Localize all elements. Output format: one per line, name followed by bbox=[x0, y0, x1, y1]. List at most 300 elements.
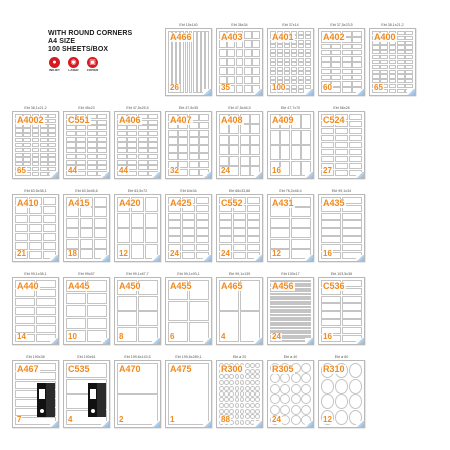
label-cell bbox=[97, 154, 107, 159]
label-cell bbox=[397, 45, 405, 49]
label-cell bbox=[291, 228, 311, 238]
label-code: A475 bbox=[170, 364, 192, 374]
label-cell bbox=[97, 142, 107, 147]
label-sheet bbox=[216, 277, 263, 345]
label-cell bbox=[250, 145, 260, 155]
label-cell bbox=[244, 58, 252, 66]
label-cell bbox=[389, 84, 397, 88]
label-cell bbox=[87, 165, 97, 170]
round-label bbox=[301, 384, 311, 394]
label-cell bbox=[335, 135, 348, 141]
label-cell bbox=[240, 145, 250, 155]
label-cell bbox=[252, 31, 260, 39]
round-label bbox=[255, 397, 260, 402]
label-cell bbox=[321, 128, 334, 134]
label-cell bbox=[252, 49, 260, 57]
peel-corner-icon bbox=[152, 172, 160, 178]
label-cell bbox=[66, 160, 76, 165]
label-cell bbox=[219, 58, 227, 66]
label-cell bbox=[178, 153, 188, 160]
label-cell bbox=[80, 228, 93, 238]
round-label bbox=[235, 403, 240, 408]
label-cell bbox=[270, 58, 276, 62]
label-sheet bbox=[114, 277, 161, 345]
label-cell bbox=[168, 213, 181, 220]
label-cell bbox=[97, 137, 107, 142]
label-cell bbox=[298, 40, 304, 44]
round-label bbox=[235, 420, 240, 425]
label-size-caption: Ebt 99,1x34 bbox=[331, 189, 352, 193]
label-size-caption: Ebt 99,1x93,1 bbox=[177, 272, 200, 276]
round-label bbox=[301, 373, 311, 383]
label-sheet bbox=[369, 28, 416, 96]
label-cell bbox=[321, 69, 331, 75]
label-cell bbox=[36, 325, 56, 333]
round-label bbox=[245, 363, 250, 368]
label-cell bbox=[127, 125, 137, 130]
round-label bbox=[235, 391, 240, 396]
label-cell bbox=[270, 49, 276, 53]
label-cell bbox=[227, 49, 235, 57]
label-code: A455 bbox=[170, 281, 192, 291]
label-cell bbox=[305, 44, 311, 48]
label-cell bbox=[389, 55, 397, 59]
label-cell bbox=[97, 160, 107, 165]
label-size-caption: Ebt 15x140 bbox=[179, 23, 198, 27]
label-card bbox=[165, 271, 212, 345]
label-cell bbox=[405, 41, 413, 45]
label-code: A400 bbox=[374, 32, 396, 42]
label-cell bbox=[87, 154, 97, 159]
label-cell bbox=[342, 87, 352, 93]
label-cell bbox=[23, 138, 31, 142]
label-cell bbox=[131, 213, 144, 228]
label-cell bbox=[389, 45, 397, 49]
round-label bbox=[250, 409, 255, 414]
label-cell bbox=[305, 85, 311, 89]
label-cell bbox=[87, 171, 97, 176]
round-label bbox=[224, 386, 229, 391]
label-cell bbox=[305, 76, 311, 80]
round-label bbox=[224, 397, 229, 402]
label-cell bbox=[321, 303, 341, 310]
peel-corner-icon bbox=[305, 89, 313, 95]
round-label bbox=[255, 374, 260, 379]
label-cell bbox=[87, 318, 107, 330]
label-cell bbox=[244, 49, 252, 57]
label-cell bbox=[284, 49, 290, 53]
label-cell bbox=[298, 49, 304, 53]
label-cell bbox=[321, 296, 341, 303]
label-cell bbox=[389, 50, 397, 54]
label-sheet bbox=[216, 360, 263, 428]
label-cell bbox=[148, 125, 158, 130]
label-cell bbox=[43, 206, 56, 214]
round-label bbox=[291, 384, 301, 394]
label-cell bbox=[321, 135, 334, 141]
label-card bbox=[165, 188, 212, 262]
label-cell bbox=[182, 213, 195, 220]
label-sheet bbox=[63, 111, 110, 179]
label-card bbox=[165, 22, 212, 96]
label-cell bbox=[233, 220, 246, 227]
round-label bbox=[240, 420, 245, 425]
label-cell bbox=[196, 205, 209, 212]
header-line: WITH ROUND CORNERS bbox=[48, 30, 133, 37]
label-cell bbox=[189, 130, 199, 137]
labels-per-sheet: 14 bbox=[17, 332, 26, 341]
label-cell bbox=[196, 220, 209, 227]
label-cell bbox=[405, 79, 413, 83]
label-cell bbox=[29, 233, 42, 241]
label-card bbox=[63, 188, 110, 262]
label-cell bbox=[182, 244, 195, 251]
label-cell bbox=[321, 319, 341, 326]
label-cell bbox=[305, 67, 311, 71]
badge-label: INKJET bbox=[49, 68, 60, 72]
label-cell bbox=[405, 50, 413, 54]
label-cell bbox=[298, 71, 304, 75]
round-label bbox=[335, 394, 348, 409]
label-cell bbox=[15, 316, 35, 324]
label-cell bbox=[301, 145, 311, 160]
label-size-caption: Ebt 99,1x139 bbox=[228, 272, 251, 276]
label-size-caption: Ebt 47,7x70 bbox=[280, 106, 301, 110]
label-sheet bbox=[216, 194, 263, 262]
label-code: A435 bbox=[323, 198, 345, 208]
labels-per-sheet: 6 bbox=[170, 332, 175, 341]
labels-per-sheet: 32 bbox=[170, 166, 179, 175]
label-cell bbox=[178, 137, 188, 144]
round-label bbox=[219, 409, 224, 414]
label-cell bbox=[247, 220, 260, 227]
label-cell bbox=[247, 236, 260, 243]
label-cell bbox=[182, 236, 195, 243]
label-cell bbox=[352, 62, 362, 68]
label-cell bbox=[76, 131, 86, 136]
label-card bbox=[216, 105, 263, 179]
label-card bbox=[12, 105, 59, 179]
label-cell bbox=[80, 239, 93, 249]
label-sheet bbox=[216, 111, 263, 179]
label-cell bbox=[32, 172, 40, 176]
label-cell bbox=[397, 60, 405, 64]
label-cell bbox=[48, 157, 56, 161]
round-label bbox=[245, 409, 250, 414]
label-cell bbox=[97, 120, 107, 125]
label-cell bbox=[250, 114, 260, 124]
label-cell bbox=[178, 130, 188, 137]
label-code: C551 bbox=[68, 115, 90, 125]
label-cell bbox=[148, 114, 158, 119]
round-label bbox=[255, 386, 260, 391]
label-size-caption: Ebt 100x17 bbox=[281, 272, 300, 276]
label-card bbox=[165, 354, 212, 428]
round-label bbox=[229, 374, 234, 379]
header-line: 100 SHEETS/BOX bbox=[48, 46, 109, 53]
label-size-caption: Ebt 64x34 bbox=[180, 189, 197, 193]
label-cell bbox=[270, 130, 280, 145]
label-cell bbox=[117, 228, 130, 243]
label-cell bbox=[331, 50, 341, 56]
label-cell bbox=[80, 249, 93, 259]
label-cell bbox=[36, 307, 56, 315]
label-sheet bbox=[318, 277, 365, 345]
round-label bbox=[250, 374, 255, 379]
round-label bbox=[270, 373, 280, 383]
label-cell bbox=[352, 81, 362, 87]
label-cell bbox=[97, 148, 107, 153]
label-code: A408 bbox=[221, 115, 243, 125]
label-cell bbox=[291, 207, 311, 217]
badge-label: LASER bbox=[68, 68, 79, 72]
label-cell bbox=[247, 228, 260, 235]
label-cell bbox=[117, 148, 127, 153]
labels-per-sheet: 26 bbox=[170, 83, 179, 92]
round-label bbox=[224, 391, 229, 396]
label-sheet bbox=[318, 111, 365, 179]
round-label bbox=[245, 369, 250, 374]
label-cell bbox=[229, 145, 239, 155]
label-cell bbox=[23, 153, 31, 157]
round-label bbox=[245, 374, 250, 379]
label-card bbox=[216, 271, 263, 345]
label-cell bbox=[342, 220, 362, 227]
round-label bbox=[245, 397, 250, 402]
round-label bbox=[301, 394, 311, 404]
round-label bbox=[219, 380, 224, 385]
label-cell bbox=[236, 67, 244, 75]
labels-per-sheet: 16 bbox=[323, 249, 332, 258]
label-cell bbox=[148, 131, 158, 136]
product-header bbox=[48, 30, 148, 73]
label-cell bbox=[405, 36, 413, 40]
label-cell bbox=[298, 44, 304, 48]
label-cell bbox=[23, 157, 31, 161]
label-cell bbox=[233, 228, 246, 235]
label-cell bbox=[66, 137, 76, 142]
label-sheet bbox=[165, 277, 212, 345]
label-cell bbox=[349, 142, 362, 148]
label-cell bbox=[233, 244, 246, 251]
label-size-caption: Ebt 99x57 bbox=[78, 272, 95, 276]
label-cell bbox=[40, 153, 48, 157]
round-label bbox=[224, 380, 229, 385]
label-cell bbox=[127, 142, 137, 147]
label-cell bbox=[87, 148, 97, 153]
round-label bbox=[255, 414, 260, 419]
labels-per-sheet: 2 bbox=[119, 415, 124, 424]
label-cell bbox=[380, 70, 388, 74]
label-code: A4002 bbox=[17, 115, 44, 125]
peel-corner-icon bbox=[203, 89, 211, 95]
binder-icon bbox=[37, 383, 55, 417]
round-label bbox=[255, 363, 260, 368]
label-cell bbox=[66, 131, 76, 136]
label-sheet bbox=[267, 360, 314, 428]
label-cell bbox=[372, 65, 380, 69]
labels-per-sheet: 4 bbox=[221, 332, 226, 341]
label-cell bbox=[148, 148, 158, 153]
label-cell bbox=[405, 31, 413, 35]
labels-per-sheet: 24 bbox=[221, 249, 230, 258]
label-cell bbox=[219, 145, 229, 155]
label-cell bbox=[270, 207, 290, 217]
label-card bbox=[63, 271, 110, 345]
labels-per-sheet: 18 bbox=[68, 249, 77, 258]
label-cell bbox=[291, 161, 301, 176]
label-cell bbox=[270, 218, 290, 228]
label-cell bbox=[227, 58, 235, 66]
label-cell bbox=[168, 153, 178, 160]
label-cell bbox=[40, 138, 48, 142]
label-card bbox=[318, 354, 365, 428]
label-card bbox=[114, 271, 161, 345]
label-cell bbox=[270, 76, 276, 80]
label-cell bbox=[87, 293, 107, 305]
label-cell bbox=[219, 228, 232, 235]
label-cell bbox=[15, 298, 35, 306]
peel-corner-icon bbox=[152, 338, 160, 344]
round-label bbox=[245, 414, 250, 419]
label-cell bbox=[229, 135, 239, 145]
label-card bbox=[267, 22, 314, 96]
label-code: A467 bbox=[17, 364, 39, 374]
label-cell bbox=[32, 143, 40, 147]
label-cell bbox=[197, 31, 201, 93]
label-cell bbox=[372, 45, 380, 49]
label-cell bbox=[342, 327, 362, 334]
labels-per-sheet: 65 bbox=[17, 166, 26, 175]
round-label bbox=[235, 414, 240, 419]
label-cell bbox=[48, 128, 56, 132]
label-cell bbox=[236, 58, 244, 66]
label-code: A420 bbox=[119, 198, 141, 208]
round-label bbox=[291, 394, 301, 404]
label-cell bbox=[342, 81, 352, 87]
label-cell bbox=[138, 131, 148, 136]
label-cell bbox=[321, 220, 341, 227]
label-cell bbox=[148, 154, 158, 159]
label-card bbox=[114, 354, 161, 428]
label-cell bbox=[342, 319, 362, 326]
labels-per-sheet: 60 bbox=[323, 83, 332, 92]
round-label bbox=[255, 403, 260, 408]
label-cell bbox=[298, 53, 304, 57]
label-cell bbox=[240, 166, 250, 176]
label-cell bbox=[229, 156, 239, 166]
peel-corner-icon bbox=[50, 255, 58, 261]
label-cell bbox=[66, 125, 76, 130]
label-cell bbox=[196, 197, 209, 204]
label-cell bbox=[117, 154, 127, 159]
label-cell bbox=[380, 60, 388, 64]
label-card bbox=[369, 22, 416, 96]
label-cell bbox=[397, 41, 405, 45]
label-cell bbox=[196, 228, 209, 235]
label-cell bbox=[182, 228, 195, 235]
label-cell bbox=[389, 89, 397, 93]
label-card bbox=[12, 188, 59, 262]
label-cell bbox=[335, 156, 348, 162]
round-label bbox=[240, 380, 245, 385]
label-cell bbox=[40, 167, 48, 171]
round-label bbox=[240, 403, 245, 408]
label-cell bbox=[233, 252, 246, 259]
label-card bbox=[114, 188, 161, 262]
label-cell bbox=[372, 60, 380, 64]
peel-corner-icon bbox=[203, 338, 211, 344]
label-cell bbox=[244, 67, 252, 75]
label-code: C535 bbox=[68, 364, 90, 374]
label-cell bbox=[342, 311, 362, 318]
label-cell bbox=[148, 120, 158, 125]
label-cell bbox=[196, 213, 209, 220]
label-cell bbox=[138, 125, 148, 130]
label-cell bbox=[284, 62, 290, 66]
round-label bbox=[229, 391, 234, 396]
peel-corner-icon bbox=[101, 255, 109, 261]
label-cell bbox=[349, 149, 362, 155]
label-cell bbox=[349, 121, 362, 127]
label-card bbox=[318, 105, 365, 179]
label-cell bbox=[305, 62, 311, 66]
label-code: A401 bbox=[272, 32, 294, 42]
label-cell bbox=[342, 56, 352, 62]
label-cell bbox=[66, 305, 86, 317]
round-label bbox=[291, 373, 301, 383]
label-cell bbox=[66, 228, 79, 238]
label-cell bbox=[298, 85, 304, 89]
label-cell bbox=[291, 76, 297, 80]
round-label bbox=[280, 394, 290, 404]
peel-corner-icon bbox=[407, 89, 415, 95]
round-label bbox=[219, 374, 224, 379]
round-label bbox=[321, 379, 334, 394]
label-cell bbox=[247, 244, 260, 251]
label-cell bbox=[87, 125, 97, 130]
label-cell bbox=[321, 156, 334, 162]
label-size-caption: Ebt 63,5x46,6 bbox=[75, 189, 98, 193]
label-cell bbox=[301, 114, 311, 129]
round-label bbox=[224, 409, 229, 414]
label-cell bbox=[32, 157, 40, 161]
label-cell bbox=[87, 131, 97, 136]
label-cell bbox=[127, 137, 137, 142]
round-label bbox=[229, 386, 234, 391]
label-cell bbox=[227, 67, 235, 75]
label-cell bbox=[148, 165, 158, 170]
round-label bbox=[250, 414, 255, 419]
label-sheet bbox=[12, 360, 59, 428]
round-label bbox=[235, 409, 240, 414]
label-cell bbox=[321, 311, 341, 318]
label-cell bbox=[15, 215, 28, 223]
label-cell bbox=[219, 156, 229, 166]
label-cell bbox=[321, 62, 331, 68]
label-cell bbox=[342, 213, 362, 220]
label-cell bbox=[43, 233, 56, 241]
label-cell bbox=[244, 31, 252, 39]
label-cell bbox=[168, 220, 181, 227]
label-sheet bbox=[12, 194, 59, 262]
label-size-caption: Ebt ø 60 bbox=[334, 355, 349, 359]
label-cell bbox=[43, 215, 56, 223]
label-cell bbox=[305, 58, 311, 62]
label-cell bbox=[342, 69, 352, 75]
label-cell bbox=[291, 130, 301, 145]
label-cell bbox=[117, 213, 130, 228]
